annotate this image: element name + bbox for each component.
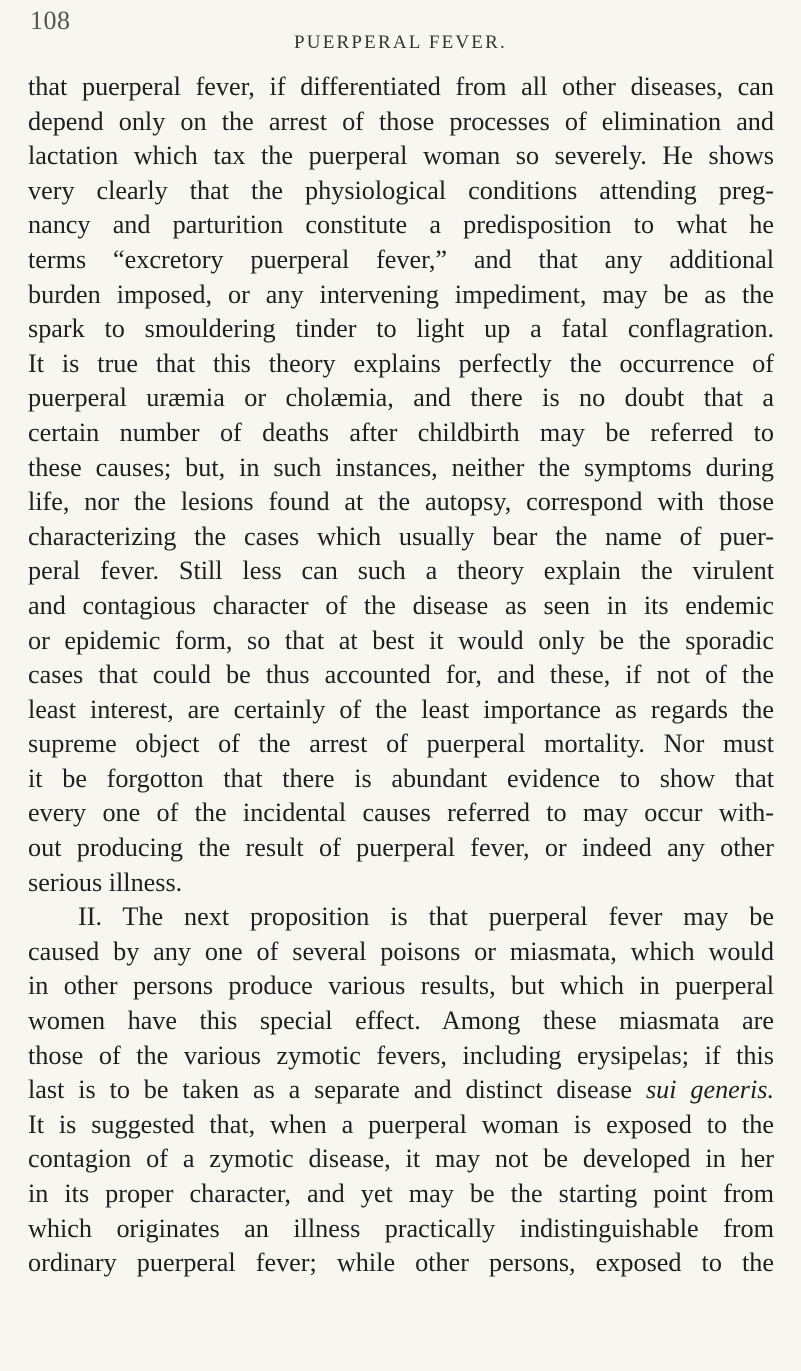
text-line: II. The next proposition is that puerperal fever may be — [78, 902, 774, 932]
text-segment: last is to be taken as a separate and distinct disease — [28, 1075, 633, 1105]
text-line: burden imposed, or any intervening impediment, may be as the — [28, 279, 774, 309]
text-line: terms “excretory puerperal fever,” and that any additional — [28, 244, 774, 274]
text-line: puerperal uræmia or cholæmia, and there is no doubt that a — [28, 383, 774, 413]
text-line: it be forgotton that there is abundant evidence to show that — [28, 763, 774, 793]
page-number: 108 — [30, 6, 71, 35]
text-line: depend only on the arrest of those processes of elimination and — [28, 106, 774, 136]
text-line: life, nor the lesions found at the autopsy, correspond with those — [28, 487, 774, 517]
text-line: peral fever. Still less can such a theory explain the virulent — [28, 556, 774, 586]
text-line: certain number of deaths after childbirth may be referred to — [28, 417, 774, 447]
text-line: or epidemic form, so that at best it would only be the sporadic — [28, 625, 774, 655]
running-head: PUERPERAL FEVER. — [294, 32, 507, 53]
text-line: which originates an illness practically indistinguishable from — [28, 1213, 774, 1243]
text-line: those of the various zymotic fevers, including erysipelas; if this — [28, 1040, 774, 1070]
text-line: and contagious character of the disease as seen in its endemic — [28, 590, 774, 620]
text-line: caused by any one of several poisons or miasmata, which would — [28, 936, 774, 966]
text-line: cases that could be thus accounted for, and these, if not of the — [28, 660, 774, 690]
body-text — [28, 70, 774, 1281]
text-line: out producing the result of puerperal fever, or indeed any other — [28, 833, 774, 863]
text-line: every one of the incidental causes referred to may occur with- — [28, 798, 774, 828]
text-line: in its proper character, and yet may be the starting point from — [28, 1179, 774, 1208]
text-line: these causes; but, in such instances, neither the symptoms during — [28, 452, 774, 482]
text-line: in other persons produce various results, but which in puerperal — [28, 971, 774, 1001]
italic-phrase: sui generis. — [645, 1075, 775, 1105]
text-line: that puerperal fever, if differentiated from all other diseases, can — [28, 72, 774, 101]
text-line-with-italic — [28, 1073, 774, 1108]
text-line: characterizing the cases which usually bear the name of puer- — [28, 521, 774, 551]
text-line: It is suggested that, when a puerperal woman is exposed to the — [28, 1109, 774, 1139]
text-line: very clearly that the physiological conditions attending preg- — [28, 175, 774, 205]
text-line: contagion of a zymotic disease, it may not be developed in her — [28, 1144, 774, 1174]
text-line: It is true that this theory explains perfectly the occurrence of — [28, 348, 774, 378]
text-line: serious illness. — [28, 867, 183, 897]
text-line: women have this special effect. Among these miasmata are — [28, 1006, 774, 1036]
text-line: supreme object of the arrest of puerperal mortality. Nor must — [28, 729, 774, 759]
text-line: nancy and parturition constitute a predisposition to what he — [28, 210, 774, 240]
text-line: ordinary puerperal fever; while other persons, exposed to the — [28, 1248, 774, 1278]
text-line: lactation which tax the puerperal woman so severely. He shows — [28, 141, 774, 171]
text-line: spark to smouldering tinder to light up a fatal conflagration. — [28, 314, 774, 344]
text-line: least interest, are certainly of the least importance as regards the — [28, 694, 774, 724]
